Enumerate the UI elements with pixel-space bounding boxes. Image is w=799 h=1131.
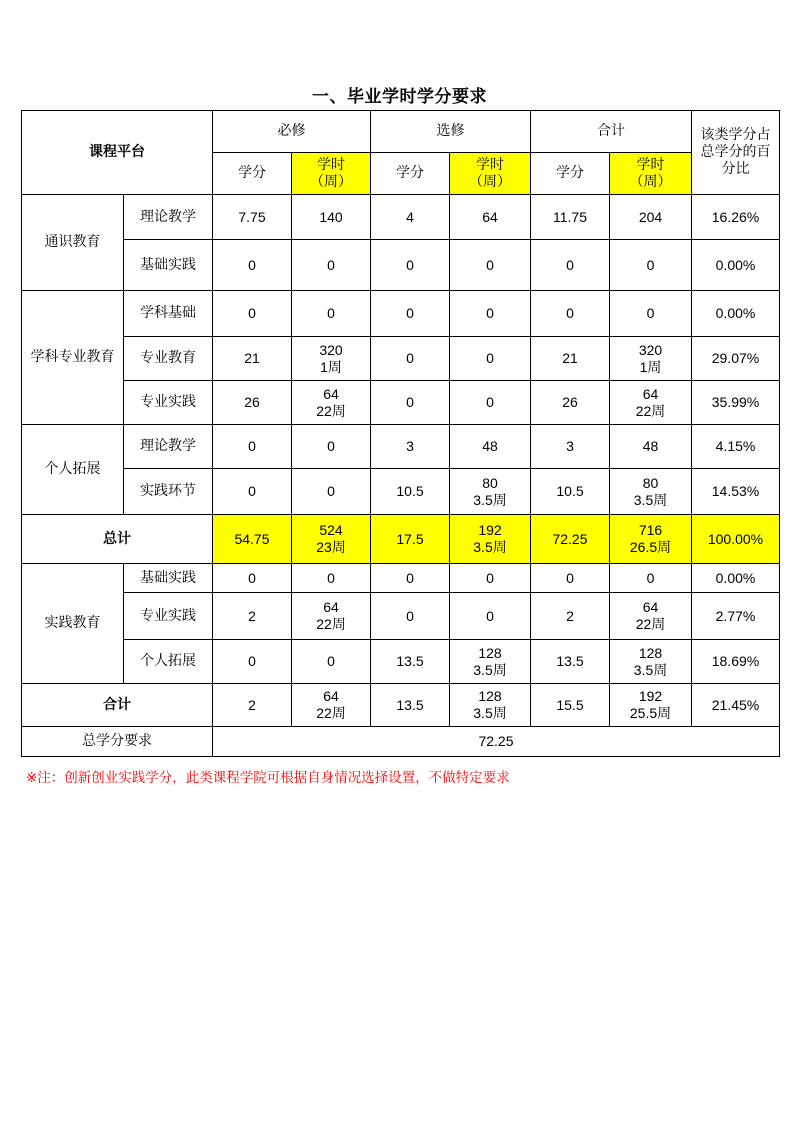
elective-hours (450, 640, 531, 684)
elective-hours (450, 684, 531, 727)
hours-value: 716 (638, 522, 663, 538)
weeks-value: 3.5周 (633, 661, 668, 678)
table-row (22, 381, 780, 425)
elective-hours: 0 (450, 337, 531, 381)
total-credit: 0 (531, 564, 610, 593)
hours-value: 128 (638, 644, 663, 661)
weeks-value: 22周 (316, 402, 346, 419)
elective-hours: 0 (450, 291, 531, 337)
hours-unit: （周） (469, 173, 511, 190)
header-total-hours (610, 153, 692, 195)
hours-value: 64 (323, 599, 339, 615)
percent: 0.00% (692, 240, 780, 291)
total-hours (610, 469, 692, 515)
total-credit: 10.5 (531, 469, 610, 515)
total-credit: 21 (531, 337, 610, 381)
elective-hours: 0 (450, 381, 531, 425)
header-elective-credit: 学分 (371, 153, 450, 195)
total-credit: 15.5 (531, 684, 610, 727)
total-hours: 0 (610, 564, 692, 593)
weeks-value: 22周 (316, 705, 346, 721)
weeks-value: 3.5周 (473, 539, 507, 555)
required-hours (292, 515, 371, 564)
table-row (22, 195, 780, 240)
total-hours (610, 593, 692, 640)
header-percent: 该类学分占总学分的百分比 (692, 111, 780, 195)
hours-value: 80 (482, 474, 498, 491)
elective-credit: 0 (371, 291, 450, 337)
weeks-value: 3.5周 (473, 661, 507, 678)
hours-value: 192 (638, 688, 663, 704)
total-hours (610, 381, 692, 425)
required-hours (292, 381, 371, 425)
required-credit: 0 (213, 240, 292, 291)
required-credit: 2 (213, 593, 292, 640)
elective-credit: 0 (371, 381, 450, 425)
total-requirement-label: 总学分要求 (22, 727, 213, 757)
table-row (22, 469, 780, 515)
elective-credit: 0 (371, 337, 450, 381)
elective-credit: 0 (371, 564, 450, 593)
required-credit: 7.75 (213, 195, 292, 240)
total-hours (610, 195, 692, 240)
required-hours: 0 (292, 240, 371, 291)
total-requirement-row (22, 727, 780, 757)
total-hours: 0 (610, 291, 692, 337)
hours-value: 320 (638, 341, 663, 358)
subtotal-row (22, 684, 780, 727)
weeks-value: 1周 (639, 358, 662, 375)
elective-hours (450, 195, 531, 240)
total-credit: 72.25 (531, 515, 610, 564)
weeks-value: 22周 (635, 616, 666, 632)
elective-hours: 0 (450, 564, 531, 593)
total-requirement-value: 72.25 (213, 727, 780, 757)
percent: 4.15% (692, 425, 780, 469)
row-label: 理论教学 (124, 195, 213, 240)
percent: 21.45% (692, 684, 780, 727)
grand-total-row (22, 515, 780, 564)
weeks-value: 23周 (316, 539, 346, 555)
total-hours (610, 337, 692, 381)
hours-value: 128 (478, 644, 502, 661)
required-hours: 0 (292, 425, 371, 469)
total-credit: 2 (531, 593, 610, 640)
total-hours: 0 (610, 240, 692, 291)
table-row (22, 291, 780, 337)
group-practice: 实践教育 (22, 564, 124, 684)
hours-value: 140 (319, 208, 343, 225)
hours-value: 192 (478, 522, 502, 538)
hours-value: 64 (642, 385, 659, 402)
weeks-value: 3.5周 (633, 491, 668, 508)
percent: 29.07% (692, 337, 780, 381)
header-required: 必修 (213, 111, 371, 153)
row-label: 个人拓展 (124, 640, 213, 684)
total-hours: 48 (610, 425, 692, 469)
header-elective: 选修 (371, 111, 531, 153)
page-title: 一、毕业学时学分要求 (312, 87, 487, 107)
row-label: 专业教育 (124, 337, 213, 381)
table-row (22, 425, 780, 469)
elective-credit: 0 (371, 593, 450, 640)
elective-credit: 0 (371, 240, 450, 291)
elective-hours: 0 (450, 593, 531, 640)
percent: 18.69% (692, 640, 780, 684)
required-credit: 0 (213, 640, 292, 684)
elective-credit: 17.5 (371, 515, 450, 564)
weeks-value: 3.5周 (473, 491, 507, 508)
elective-credit: 4 (371, 195, 450, 240)
weeks-value: 22周 (635, 402, 666, 419)
required-credit: 54.75 (213, 515, 292, 564)
required-credit: 21 (213, 337, 292, 381)
percent: 0.00% (692, 564, 780, 593)
weeks-value: 3.5周 (473, 705, 507, 721)
hours-value: 64 (482, 208, 498, 225)
header-required-hours (292, 153, 371, 195)
table-row (22, 337, 780, 381)
total-hours (610, 684, 692, 727)
row-label: 理论教学 (124, 425, 213, 469)
total-credit: 26 (531, 381, 610, 425)
required-hours: 0 (292, 564, 371, 593)
total-hours (610, 515, 692, 564)
hours-value: 64 (642, 599, 659, 615)
percent: 0.00% (692, 291, 780, 337)
weeks-value: 25.5周 (629, 705, 672, 721)
elective-credit: 13.5 (371, 640, 450, 684)
hours-value: 80 (642, 474, 659, 491)
total-credit: 0 (531, 240, 610, 291)
total-credit: 3 (531, 425, 610, 469)
row-label: 基础实践 (124, 564, 213, 593)
row-label: 实践环节 (124, 469, 213, 515)
hours-value: 64 (323, 385, 339, 402)
hours-label: 学时 (636, 156, 665, 173)
elective-credit: 13.5 (371, 684, 450, 727)
table-row (22, 640, 780, 684)
required-credit: 2 (213, 684, 292, 727)
percent: 100.00% (692, 515, 780, 564)
required-hours: 0 (292, 469, 371, 515)
elective-hours (450, 469, 531, 515)
required-credit: 0 (213, 425, 292, 469)
header-platform: 课程平台 (22, 111, 213, 195)
total-credit: 13.5 (531, 640, 610, 684)
credit-requirements-table (21, 110, 780, 757)
weeks-value: 1周 (320, 358, 342, 375)
row-label: 学科基础 (124, 291, 213, 337)
total-credit: 11.75 (531, 195, 610, 240)
elective-hours: 48 (450, 425, 531, 469)
percent: 14.53% (692, 469, 780, 515)
hours-unit: （周） (310, 173, 352, 190)
required-credit: 26 (213, 381, 292, 425)
required-hours: 0 (292, 291, 371, 337)
total-hours (610, 640, 692, 684)
elective-credit: 3 (371, 425, 450, 469)
required-hours (292, 593, 371, 640)
required-credit: 0 (213, 469, 292, 515)
weeks-value: 22周 (316, 616, 346, 632)
total-credit: 0 (531, 291, 610, 337)
table-row (22, 564, 780, 593)
percent: 35.99% (692, 381, 780, 425)
row-label: 专业实践 (124, 381, 213, 425)
grand-total-label: 总计 (22, 515, 213, 564)
elective-credit: 10.5 (371, 469, 450, 515)
required-credit: 0 (213, 564, 292, 593)
elective-hours: 0 (450, 240, 531, 291)
required-credit: 0 (213, 291, 292, 337)
hours-value: 64 (323, 688, 339, 704)
hours-value: 524 (319, 522, 343, 538)
row-label: 基础实践 (124, 240, 213, 291)
table-row (22, 240, 780, 291)
required-hours (292, 337, 371, 381)
table-row (22, 593, 780, 640)
header-total: 合计 (531, 111, 692, 153)
hours-unit: （周） (629, 173, 672, 190)
hours-label: 学时 (476, 156, 504, 173)
row-label: 专业实践 (124, 593, 213, 640)
header-required-credit: 学分 (213, 153, 292, 195)
group-major: 学科专业教育 (22, 291, 124, 425)
percent: 2.77% (692, 593, 780, 640)
header-total-credit: 学分 (531, 153, 610, 195)
hours-label: 学时 (317, 156, 345, 173)
header-row-1 (22, 111, 780, 153)
required-hours: 0 (292, 640, 371, 684)
header-elective-hours (450, 153, 531, 195)
hours-value: 128 (478, 688, 502, 704)
elective-hours (450, 515, 531, 564)
footnote: ※注：创新创业实践学分，此类课程学院可根据自身情况选择设置，不做特定要求 (26, 770, 510, 786)
group-personal: 个人拓展 (22, 425, 124, 515)
required-hours (292, 195, 371, 240)
percent: 16.26% (692, 195, 780, 240)
hours-value: 320 (319, 341, 343, 358)
subtotal-label: 合计 (22, 684, 213, 727)
weeks-value: 26.5周 (629, 539, 672, 555)
hours-value: 204 (638, 208, 663, 225)
required-hours (292, 684, 371, 727)
group-general: 通识教育 (22, 195, 124, 291)
